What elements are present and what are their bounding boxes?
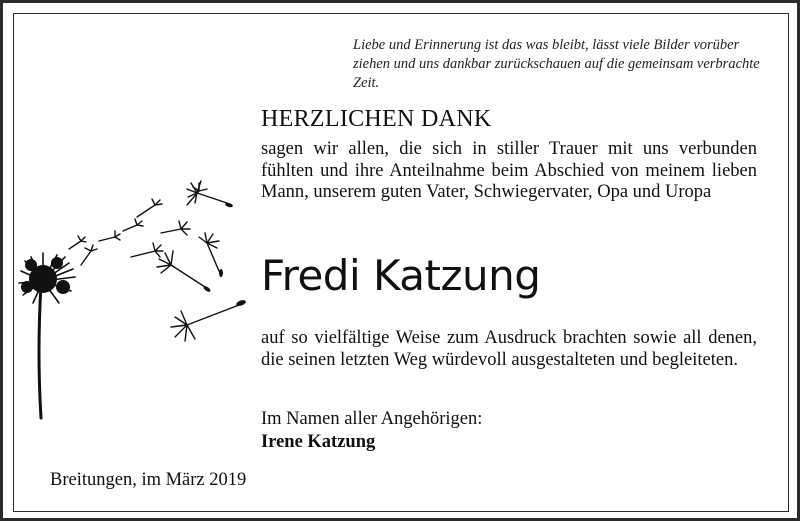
memorial-quote: Liebe und Erinnerung ist das was bleibt, lässt viele Bilder vorüber ziehen und uns dankbar zurückschauen auf die gemeinsam verbrachte Zeit. <box>353 37 760 91</box>
signature-name: Irene Katzung <box>261 432 376 452</box>
signature-line: Im Namen aller Angehörigen: <box>261 409 483 429</box>
thanks-paragraph-2: auf so vielfältige Weise zum Ausdruck brachten sowie all denen, die seinen letzten Weg würdevoll ausgestalteten und begleiteten. <box>261 328 757 370</box>
thanks-heading: HERZLICHEN DANK <box>261 106 492 132</box>
thanks-paragraph-1: sagen wir allen, die sich in stiller Trauer mit uns verbunden fühlten und ihre Anteilnahme beim Abschied von meinem lieben Mann, unserem guten Vater, Schwiegervater, Opa und Uropa <box>261 139 757 202</box>
deceased-name: Fredi Katzung <box>261 251 541 300</box>
dandelion-icon <box>11 153 251 423</box>
place-date: Breitungen, im März 2019 <box>50 470 247 490</box>
